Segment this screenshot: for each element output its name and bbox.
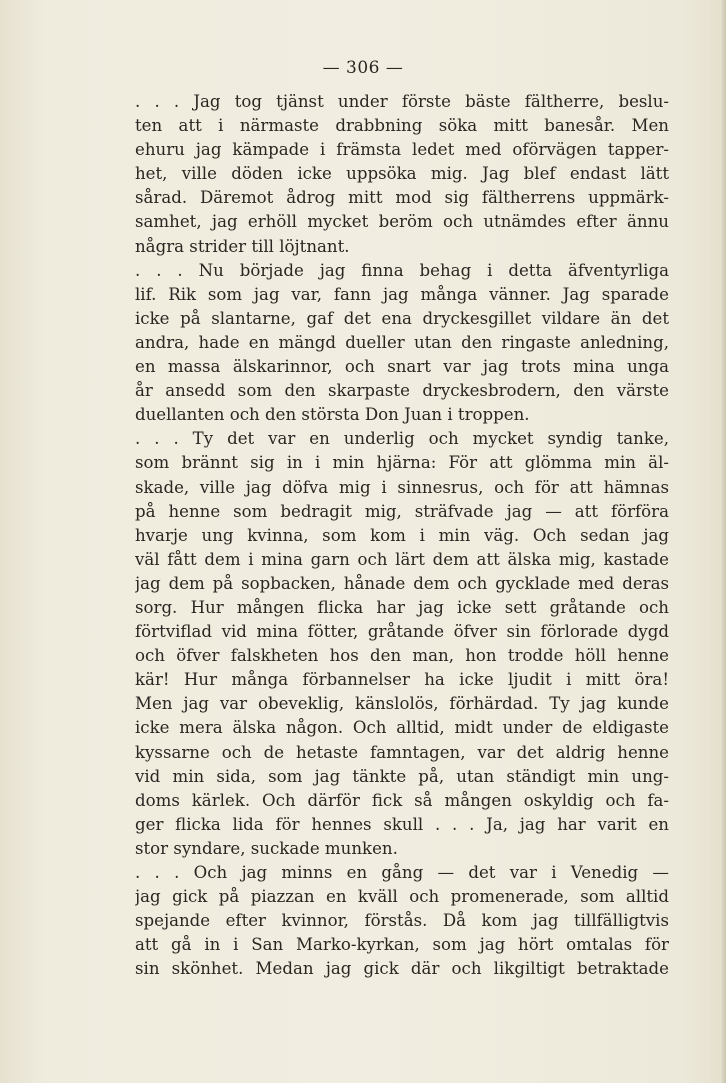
text-line: Men jag var obeveklig, känslolös, förhärdad. Ty jag kunde: [135, 694, 669, 714]
text-line: att gå in i San Marko-kyrkan, som jag hört omtalas för: [135, 935, 669, 955]
text-line: icke på slantarne, gaf det ena dryckesgillet vildare än det: [135, 308, 669, 328]
text-line: doms kärlek. Och därför fick så mången oskyldig och fa-: [135, 790, 669, 810]
text-line: vid min sida, som jag tänkte på, utan ständigt min ung-: [135, 766, 669, 786]
text-line: sorg. Hur mången flicka har jag icke sett gråtande och: [135, 597, 669, 617]
text-line: ehuru jag kämpade i främsta ledet med oförvägen tapper-: [135, 140, 669, 160]
text-line: som brännt sig in i min hjärna: För att glömma min äl-: [135, 453, 669, 473]
text-line: het, ville döden icke uppsöka mig. Jag blef endast lätt: [135, 164, 669, 184]
text-line: år ansedd som den skarpaste dryckesbrodern, den värste: [135, 381, 669, 401]
body-text: [135, 90, 669, 981]
text-line: förtviflad vid mina fötter, gråtande öfver sin förlorade dygd: [135, 622, 669, 642]
text-line: samhet, jag erhöll mycket beröm och utnämdes efter ännu: [135, 212, 669, 232]
text-line: sårad. Däremot ådrog mitt mod sig fältherrens uppmärk-: [135, 188, 669, 208]
text-line: hvarje ung kvinna, som kom i min väg. Och sedan jag: [135, 525, 669, 545]
text-line: lif. Rik som jag var, fann jag många vänner. Jag sparade: [135, 284, 669, 304]
text-line: ten att i närmaste drabbning söka mitt banesår. Men: [135, 116, 669, 136]
text-line: en massa älskarinnor, och snart var jag trots mina unga: [135, 357, 669, 377]
text-line: sin skönhet. Medan jag gick där och likgiltigt betraktade: [135, 959, 669, 979]
text-line: icke mera älska någon. Och alltid, midt under de eldigaste: [135, 718, 669, 738]
text-line: ger flicka lida för hennes skull . . . Ja, jag har varit en: [135, 814, 669, 834]
text-line: jag dem på sopbacken, hånade dem och gycklade med deras: [135, 573, 669, 593]
text-line: . . . Jag tog tjänst under förste bäste fältherre, beslu-: [135, 92, 669, 111]
text-line: kyssarne och de hetaste famntagen, var det aldrig henne: [135, 742, 669, 762]
text-line: . . . Ty det var en underlig och mycket syndig tanke,: [135, 429, 669, 449]
text-line: kär! Hur många förbannelser ha icke ljudit i mitt öra!: [135, 670, 669, 690]
text-line: duellanten och den största Don Juan i troppen.: [135, 405, 530, 425]
text-line: väl fått dem i mina garn och lärt dem att älska mig, kastade: [135, 549, 669, 569]
text-line: stor syndare, suckade munken.: [135, 838, 398, 858]
text-line: och öfver falskheten hos den man, hon trodde höll henne: [135, 646, 669, 666]
text-line: jag gick på piazzan en kväll och promenerade, som alltid: [135, 887, 669, 907]
text-line: spejande efter kvinnor, förstås. Då kom jag tillfälligtvis: [135, 911, 669, 931]
text-line: några strider till löjtnant.: [135, 236, 350, 256]
page-edge: [720, 0, 726, 1083]
page-number: — 306 —: [322, 58, 404, 78]
text-line: . . . Och jag minns en gång — det var i Venedig —: [135, 863, 669, 882]
text-line: . . . Nu började jag finna behag i detta äfventyrliga: [135, 260, 669, 280]
text-line: skade, ville jag döfva mig i sinnesrus, och för att hämnas: [135, 477, 669, 497]
text-line: andra, hade en mängd dueller utan den ringaste anledning,: [135, 332, 669, 352]
text-line: på henne som bedragit mig, sträfvade jag — att förföra: [135, 501, 669, 521]
